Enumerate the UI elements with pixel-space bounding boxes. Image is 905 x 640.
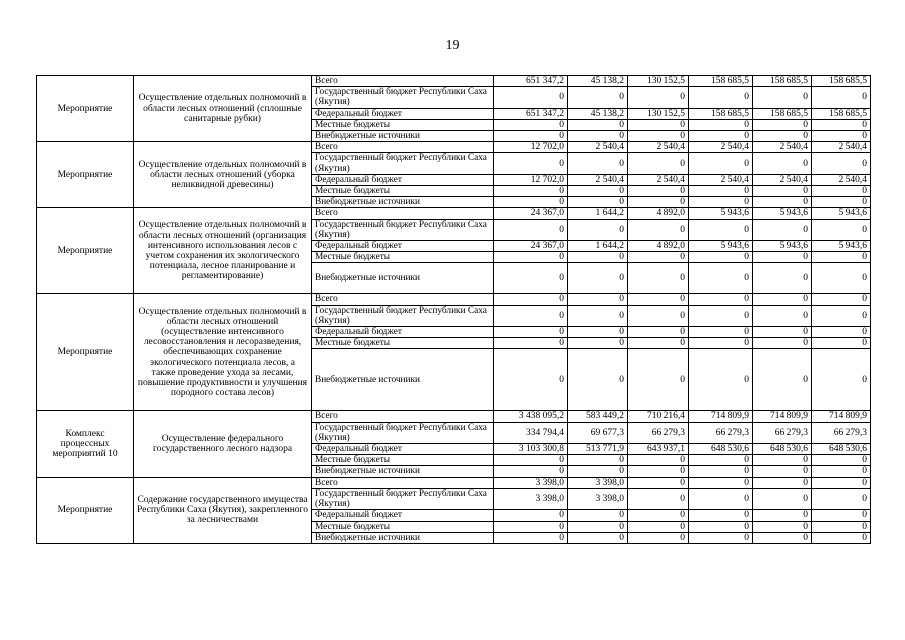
value-cell: 0 bbox=[689, 294, 753, 305]
value-cell: 0 bbox=[812, 466, 871, 477]
value-cell: 0 bbox=[753, 197, 812, 208]
value-cell: 158 685,5 bbox=[753, 76, 812, 87]
event-type-cell: Мероприятие bbox=[37, 142, 134, 208]
value-cell: 0 bbox=[812, 197, 871, 208]
page-number: 19 bbox=[445, 38, 460, 53]
value-cell: 24 367,0 bbox=[494, 208, 568, 219]
value-cell: 0 bbox=[628, 521, 689, 532]
value-cell: 0 bbox=[689, 87, 753, 108]
value-cell: 648 530,6 bbox=[812, 444, 871, 455]
value-cell: 0 bbox=[628, 131, 689, 142]
value-cell: 0 bbox=[812, 327, 871, 338]
value-cell: 0 bbox=[812, 488, 871, 509]
value-cell: 0 bbox=[689, 510, 753, 521]
value-cell: 0 bbox=[628, 477, 689, 488]
value-cell: 0 bbox=[689, 263, 753, 294]
event-name-cell: Осуществление отдельных полномочий в области лесных отношений (осуществление интенсивного лесовосстановления и лесоразведения, обеспечивающих сохранение экологического потенциала лесов, а также проведение ухода за лесами, повышение продуктивности и улучшения породного состава лесов) bbox=[134, 294, 312, 411]
value-cell: 0 bbox=[628, 294, 689, 305]
table-row bbox=[37, 208, 871, 219]
funding-source-cell: Государственный бюджет Республики Саха (Якутия) bbox=[312, 305, 494, 326]
value-cell: 130 152,5 bbox=[628, 108, 689, 119]
value-cell: 0 bbox=[568, 252, 628, 263]
value-cell: 0 bbox=[689, 327, 753, 338]
value-cell: 0 bbox=[628, 455, 689, 466]
value-cell: 12 702,0 bbox=[494, 174, 568, 185]
value-cell: 0 bbox=[494, 131, 568, 142]
value-cell: 0 bbox=[812, 87, 871, 108]
funding-source-cell: Государственный бюджет Республики Саха (Якутия) bbox=[312, 87, 494, 108]
value-cell: 5 943,6 bbox=[812, 208, 871, 219]
value-cell: 158 685,5 bbox=[689, 76, 753, 87]
value-cell: 3 398,0 bbox=[568, 477, 628, 488]
value-cell: 158 685,5 bbox=[812, 76, 871, 87]
value-cell: 0 bbox=[568, 131, 628, 142]
value-cell: 0 bbox=[753, 521, 812, 532]
value-cell: 0 bbox=[812, 252, 871, 263]
funding-source-cell: Государственный бюджет Республики Саха (Якутия) bbox=[312, 422, 494, 443]
event-name-cell: Осуществление отдельных полномочий в области лесных отношений (организация интенсивного использования лесов с учетом сохранения их экологического потенциала, лесное планирование и регламентирование) bbox=[134, 208, 312, 294]
value-cell: 158 685,5 bbox=[689, 108, 753, 119]
value-cell: 0 bbox=[494, 263, 568, 294]
value-cell: 0 bbox=[494, 327, 568, 338]
funding-source-cell: Всего bbox=[312, 477, 494, 488]
value-cell: 714 809,9 bbox=[812, 411, 871, 422]
value-cell: 0 bbox=[628, 327, 689, 338]
value-cell: 0 bbox=[689, 349, 753, 411]
value-cell: 0 bbox=[568, 186, 628, 197]
value-cell: 2 540,4 bbox=[689, 174, 753, 185]
value-cell: 710 216,4 bbox=[628, 411, 689, 422]
value-cell: 2 540,4 bbox=[568, 174, 628, 185]
value-cell: 0 bbox=[494, 349, 568, 411]
value-cell: 4 892,0 bbox=[628, 208, 689, 219]
event-name-cell: Осуществление отдельных полномочий в области лесных отношений (сплошные санитарные рубки) bbox=[134, 76, 312, 142]
event-type-cell: Мероприятие bbox=[37, 477, 134, 543]
budget-table bbox=[36, 75, 871, 544]
value-cell: 0 bbox=[689, 488, 753, 509]
value-cell: 714 809,9 bbox=[689, 411, 753, 422]
value-cell: 1 644,2 bbox=[568, 241, 628, 252]
funding-source-cell: Местные бюджеты bbox=[312, 119, 494, 130]
value-cell: 66 279,3 bbox=[753, 422, 812, 443]
funding-source-cell: Всего bbox=[312, 76, 494, 87]
value-cell: 0 bbox=[689, 532, 753, 543]
value-cell: 0 bbox=[689, 219, 753, 240]
value-cell: 0 bbox=[628, 252, 689, 263]
funding-source-cell: Местные бюджеты bbox=[312, 338, 494, 349]
value-cell: 0 bbox=[568, 153, 628, 174]
value-cell: 0 bbox=[812, 532, 871, 543]
value-cell: 0 bbox=[689, 153, 753, 174]
event-name-cell: Осуществление федерального государственного лесного надзора bbox=[134, 411, 312, 477]
value-cell: 0 bbox=[494, 153, 568, 174]
value-cell: 0 bbox=[689, 119, 753, 130]
value-cell: 0 bbox=[568, 338, 628, 349]
value-cell: 24 367,0 bbox=[494, 241, 568, 252]
value-cell: 0 bbox=[628, 119, 689, 130]
value-cell: 0 bbox=[628, 510, 689, 521]
funding-source-cell: Всего bbox=[312, 411, 494, 422]
value-cell: 0 bbox=[753, 219, 812, 240]
value-cell: 0 bbox=[689, 466, 753, 477]
value-cell: 0 bbox=[494, 119, 568, 130]
value-cell: 0 bbox=[568, 294, 628, 305]
value-cell: 0 bbox=[628, 349, 689, 411]
value-cell: 2 540,4 bbox=[812, 174, 871, 185]
value-cell: 5 943,6 bbox=[753, 208, 812, 219]
value-cell: 0 bbox=[568, 87, 628, 108]
value-cell: 69 677,3 bbox=[568, 422, 628, 443]
value-cell: 0 bbox=[812, 153, 871, 174]
funding-source-cell: Местные бюджеты bbox=[312, 252, 494, 263]
funding-source-cell: Местные бюджеты bbox=[312, 521, 494, 532]
value-cell: 3 398,0 bbox=[494, 488, 568, 509]
funding-source-cell: Государственный бюджет Республики Саха (Якутия) bbox=[312, 219, 494, 240]
funding-source-cell: Всего bbox=[312, 294, 494, 305]
funding-source-cell: Внебюджетные источники bbox=[312, 532, 494, 543]
value-cell: 0 bbox=[568, 327, 628, 338]
value-cell: 334 794,4 bbox=[494, 422, 568, 443]
value-cell: 0 bbox=[753, 294, 812, 305]
value-cell: 648 530,6 bbox=[753, 444, 812, 455]
value-cell: 0 bbox=[753, 305, 812, 326]
value-cell: 0 bbox=[494, 510, 568, 521]
value-cell: 2 540,4 bbox=[812, 142, 871, 153]
value-cell: 0 bbox=[812, 455, 871, 466]
funding-source-cell: Всего bbox=[312, 208, 494, 219]
value-cell: 0 bbox=[628, 532, 689, 543]
value-cell: 0 bbox=[753, 532, 812, 543]
value-cell: 0 bbox=[628, 305, 689, 326]
value-cell: 0 bbox=[689, 305, 753, 326]
value-cell: 0 bbox=[568, 197, 628, 208]
value-cell: 0 bbox=[812, 186, 871, 197]
value-cell: 0 bbox=[494, 532, 568, 543]
event-type-cell: Комплекс процессных мероприятий 10 bbox=[37, 411, 134, 477]
value-cell: 0 bbox=[494, 294, 568, 305]
funding-source-cell: Федеральный бюджет bbox=[312, 327, 494, 338]
value-cell: 0 bbox=[812, 119, 871, 130]
value-cell: 0 bbox=[812, 510, 871, 521]
funding-source-cell: Внебюджетные источники bbox=[312, 466, 494, 477]
value-cell: 5 943,6 bbox=[753, 241, 812, 252]
value-cell: 0 bbox=[494, 305, 568, 326]
value-cell: 583 449,2 bbox=[568, 411, 628, 422]
value-cell: 0 bbox=[753, 327, 812, 338]
value-cell: 5 943,6 bbox=[812, 241, 871, 252]
value-cell: 0 bbox=[628, 87, 689, 108]
event-name-cell: Содержание государственного имущества Республики Саха (Якутия), закрепленного за лесничествами bbox=[134, 477, 312, 543]
value-cell: 0 bbox=[812, 305, 871, 326]
funding-source-cell: Федеральный бюджет bbox=[312, 510, 494, 521]
value-cell: 1 644,2 bbox=[568, 208, 628, 219]
value-cell: 0 bbox=[628, 153, 689, 174]
value-cell: 0 bbox=[689, 521, 753, 532]
value-cell: 66 279,3 bbox=[689, 422, 753, 443]
value-cell: 5 943,6 bbox=[689, 208, 753, 219]
value-cell: 45 138,2 bbox=[568, 108, 628, 119]
value-cell: 0 bbox=[812, 521, 871, 532]
value-cell: 0 bbox=[689, 197, 753, 208]
value-cell: 158 685,5 bbox=[812, 108, 871, 119]
value-cell: 130 152,5 bbox=[628, 76, 689, 87]
value-cell: 0 bbox=[812, 338, 871, 349]
value-cell: 0 bbox=[494, 219, 568, 240]
funding-source-cell: Внебюджетные источники bbox=[312, 349, 494, 411]
value-cell: 3 103 300,8 bbox=[494, 444, 568, 455]
value-cell: 0 bbox=[753, 186, 812, 197]
value-cell: 0 bbox=[494, 521, 568, 532]
value-cell: 0 bbox=[568, 466, 628, 477]
table-row bbox=[37, 411, 871, 422]
value-cell: 0 bbox=[753, 87, 812, 108]
value-cell: 4 892,0 bbox=[628, 241, 689, 252]
value-cell: 0 bbox=[568, 219, 628, 240]
funding-source-cell: Федеральный бюджет bbox=[312, 241, 494, 252]
value-cell: 0 bbox=[494, 197, 568, 208]
value-cell: 2 540,4 bbox=[753, 174, 812, 185]
value-cell: 5 943,6 bbox=[689, 241, 753, 252]
value-cell: 0 bbox=[753, 119, 812, 130]
value-cell: 66 279,3 bbox=[628, 422, 689, 443]
value-cell: 714 809,9 bbox=[753, 411, 812, 422]
value-cell: 0 bbox=[689, 455, 753, 466]
value-cell: 0 bbox=[568, 263, 628, 294]
value-cell: 2 540,4 bbox=[753, 142, 812, 153]
value-cell: 0 bbox=[628, 197, 689, 208]
value-cell: 0 bbox=[753, 510, 812, 521]
value-cell: 0 bbox=[753, 466, 812, 477]
funding-source-cell: Местные бюджеты bbox=[312, 186, 494, 197]
value-cell: 0 bbox=[753, 488, 812, 509]
value-cell: 0 bbox=[689, 252, 753, 263]
value-cell: 0 bbox=[689, 477, 753, 488]
funding-source-cell: Внебюджетные источники bbox=[312, 197, 494, 208]
value-cell: 651 347,2 bbox=[494, 108, 568, 119]
value-cell: 2 540,4 bbox=[628, 174, 689, 185]
value-cell: 0 bbox=[812, 477, 871, 488]
value-cell: 0 bbox=[628, 263, 689, 294]
value-cell: 0 bbox=[812, 263, 871, 294]
value-cell: 643 937,1 bbox=[628, 444, 689, 455]
event-type-cell: Мероприятие bbox=[37, 294, 134, 411]
value-cell: 0 bbox=[494, 87, 568, 108]
value-cell: 0 bbox=[494, 455, 568, 466]
value-cell: 0 bbox=[568, 305, 628, 326]
value-cell: 0 bbox=[628, 466, 689, 477]
value-cell: 158 685,5 bbox=[753, 108, 812, 119]
value-cell: 651 347,2 bbox=[494, 76, 568, 87]
value-cell: 0 bbox=[812, 349, 871, 411]
value-cell: 2 540,4 bbox=[628, 142, 689, 153]
value-cell: 0 bbox=[812, 294, 871, 305]
value-cell: 12 702,0 bbox=[494, 142, 568, 153]
value-cell: 0 bbox=[812, 131, 871, 142]
event-type-cell: Мероприятие bbox=[37, 76, 134, 142]
value-cell: 0 bbox=[628, 219, 689, 240]
funding-source-cell: Федеральный бюджет bbox=[312, 108, 494, 119]
value-cell: 0 bbox=[568, 119, 628, 130]
event-name-cell: Осуществление отдельных полномочий в области лесных отношений (уборка неликвидной древесины) bbox=[134, 142, 312, 208]
funding-source-cell: Государственный бюджет Республики Саха (Якутия) bbox=[312, 488, 494, 509]
value-cell: 0 bbox=[494, 338, 568, 349]
table-row bbox=[37, 294, 871, 305]
value-cell: 513 771,9 bbox=[568, 444, 628, 455]
value-cell: 3 398,0 bbox=[494, 477, 568, 488]
funding-source-cell: Внебюджетные источники bbox=[312, 131, 494, 142]
value-cell: 0 bbox=[494, 252, 568, 263]
value-cell: 0 bbox=[689, 186, 753, 197]
value-cell: 2 540,4 bbox=[689, 142, 753, 153]
value-cell: 0 bbox=[628, 488, 689, 509]
value-cell: 0 bbox=[753, 263, 812, 294]
table-row bbox=[37, 76, 871, 87]
value-cell: 0 bbox=[628, 186, 689, 197]
value-cell: 0 bbox=[812, 219, 871, 240]
value-cell: 45 138,2 bbox=[568, 76, 628, 87]
value-cell: 0 bbox=[628, 338, 689, 349]
value-cell: 648 530,6 bbox=[689, 444, 753, 455]
event-type-cell: Мероприятие bbox=[37, 208, 134, 294]
value-cell: 0 bbox=[753, 252, 812, 263]
value-cell: 2 540,4 bbox=[568, 142, 628, 153]
value-cell: 0 bbox=[753, 477, 812, 488]
value-cell: 0 bbox=[753, 455, 812, 466]
funding-source-cell: Государственный бюджет Республики Саха (Якутия) bbox=[312, 153, 494, 174]
value-cell: 0 bbox=[494, 186, 568, 197]
table-row bbox=[37, 142, 871, 153]
value-cell: 0 bbox=[568, 532, 628, 543]
value-cell: 0 bbox=[568, 349, 628, 411]
funding-source-cell: Внебюджетные источники bbox=[312, 263, 494, 294]
value-cell: 0 bbox=[494, 466, 568, 477]
funding-source-cell: Федеральный бюджет bbox=[312, 444, 494, 455]
value-cell: 0 bbox=[689, 338, 753, 349]
value-cell: 66 279,3 bbox=[812, 422, 871, 443]
value-cell: 3 398,0 bbox=[568, 488, 628, 509]
value-cell: 0 bbox=[753, 349, 812, 411]
value-cell: 0 bbox=[753, 131, 812, 142]
value-cell: 0 bbox=[568, 455, 628, 466]
value-cell: 0 bbox=[689, 131, 753, 142]
value-cell: 0 bbox=[568, 521, 628, 532]
value-cell: 0 bbox=[568, 510, 628, 521]
value-cell: 3 438 095,2 bbox=[494, 411, 568, 422]
table-row bbox=[37, 477, 871, 488]
funding-source-cell: Всего bbox=[312, 142, 494, 153]
funding-source-cell: Федеральный бюджет bbox=[312, 174, 494, 185]
funding-source-cell: Местные бюджеты bbox=[312, 455, 494, 466]
value-cell: 0 bbox=[753, 153, 812, 174]
value-cell: 0 bbox=[753, 338, 812, 349]
